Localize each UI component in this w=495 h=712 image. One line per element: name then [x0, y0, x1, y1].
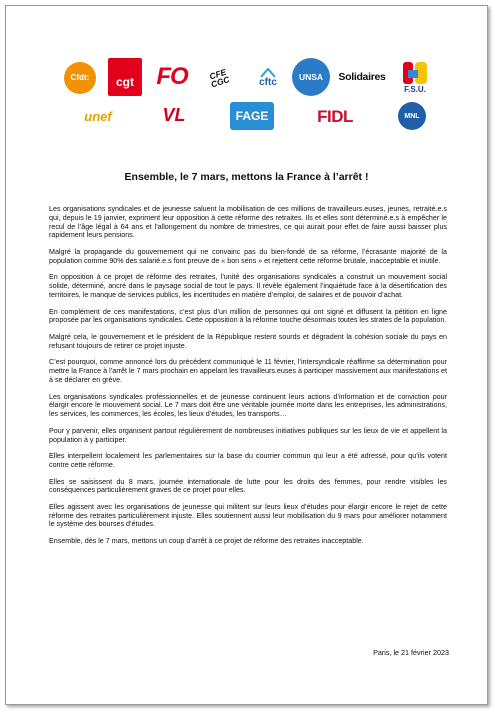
- cgt-logo: cgt: [108, 58, 142, 96]
- solidaires-logo: Solidaires: [338, 70, 386, 83]
- paragraph: En complément de ces manifestations, c’est plus d’un million de personnes qui ont signé et diffusent la pétition en ligne proposée par les organisations syndicales. Cette opposition à la réforme touche désormais toutes les strates de la population.: [49, 307, 447, 325]
- fo-logo: FO: [156, 63, 188, 90]
- paragraph: Elles se saisissent du 8 mars, journée internationale de lutte pour les droits des femmes, pour rendre visibles les conséquences particulièrement graves de ce projet pour elles.: [49, 477, 447, 495]
- paragraph: Malgré la propagande du gouvernement qui ne convainc pas du bien-fondé de sa réforme, l’écrasante majorité de la population comme 90% des salarié.e.s font preuve de « bon sens » et rejettent cette réforme brutale, inacceptable et inutile.: [49, 247, 447, 265]
- paragraph: Malgré cela, le gouvernement et le président de la République restent sourds et dégradent la cohésion sociale du pays en refusant toujours de retirer ce projet injuste.: [49, 332, 447, 350]
- fidl-logo: FIDL: [317, 106, 353, 126]
- paragraph: Les organisations syndicales professionnelles et de jeunesse continuent leurs actions d’information et de conviction pour élargir encore le mouvement social. Le 7 mars doit être une véritable journée morte dans les entreprises, les administrations, les services, les commerces, les écoles, les lieux d’études, les transports…: [49, 392, 447, 419]
- cfdt-logo: Cfdt:: [64, 62, 96, 94]
- fsu-logo: F.S.U.: [394, 56, 436, 98]
- document-body: [49, 205, 447, 554]
- signature-date: Paris, le 21 février 2023: [373, 648, 449, 657]
- paragraph: Ensemble, dès le 7 mars, mettons un coup d’arrêt à ce projet de réforme des retraites inacceptable.: [49, 537, 364, 546]
- paragraph: Pour y parvenir, elles organisent partout régulièrement de nombreuses initiatives publiques sur les lieux de vie et appellent la population à y participer.: [49, 426, 447, 444]
- unef-logo: unef: [84, 108, 112, 124]
- cfe-cgc-logo: CFE CGC: [207, 66, 231, 90]
- fage-logo: FAGE: [230, 102, 274, 130]
- paragraph: Elles agissent avec les organisations de jeunesse qui militent sur leurs lieux d’études pour élargir encore le rejet de cette réforme des retraites particulièrement injuste. Elles soutiennent aussi leur mobilisation du 9 mars pour améliorer notamment le système des bourses d’études.: [49, 502, 447, 529]
- union-logos: [6, 6, 487, 136]
- unsa-logo: UNSA: [292, 58, 330, 96]
- fsu-symbol-icon: [401, 60, 429, 86]
- paragraph: Elles interpellent localement les parlementaires sur la base du courrier commun qui leur a été adressé, pour qu’ils votent contre cette réforme.: [49, 452, 447, 469]
- paragraph: En opposition à ce projet de réforme des retraites, l’unité des organisations syndicales a construit un mouvement social solide, déterminé, ancré dans le paysage social de tout le pays. Il révèle également l’inquiétude face à la désertification des territoires, le manque de services publics, les incertitudes en matière d’emploi, de salaires et de pouvoir d’achat.: [49, 273, 447, 299]
- document-title: Ensemble, le 7 mars, mettons la France à l’arrêt !: [124, 171, 369, 183]
- paragraph: C’est pourquoi, comme annoncé lors du précédent communiqué le 11 février, l’intersyndicale réaffirme sa détermination pour mettre la France à l’arrêt le 7 mars prochain en appelant les travailleurs.euses à participer massivement aux manifestations et à se déclarer en grève.: [49, 358, 447, 384]
- document-page: [5, 5, 488, 705]
- vl-logo: VL: [162, 105, 186, 125]
- paragraph: Les organisations syndicales et de jeunesse saluent la mobilisation de ces millions de travailleurs.euses, jeunes, retraité.e.s qui, depuis le 19 janvier, expriment leur opposition à cette réforme des retraites. Ils et elles sont déterminé.e.s à empêcher le recul de l’âge légal à 64 ans et l’allongement du nombre de trimestres, ce qui aurait pour effet de faire aussi baisser plus rapidement leurs pensions.: [49, 205, 447, 240]
- mnl-logo: MNL: [398, 102, 426, 130]
- cftc-logo: cftc: [250, 64, 286, 92]
